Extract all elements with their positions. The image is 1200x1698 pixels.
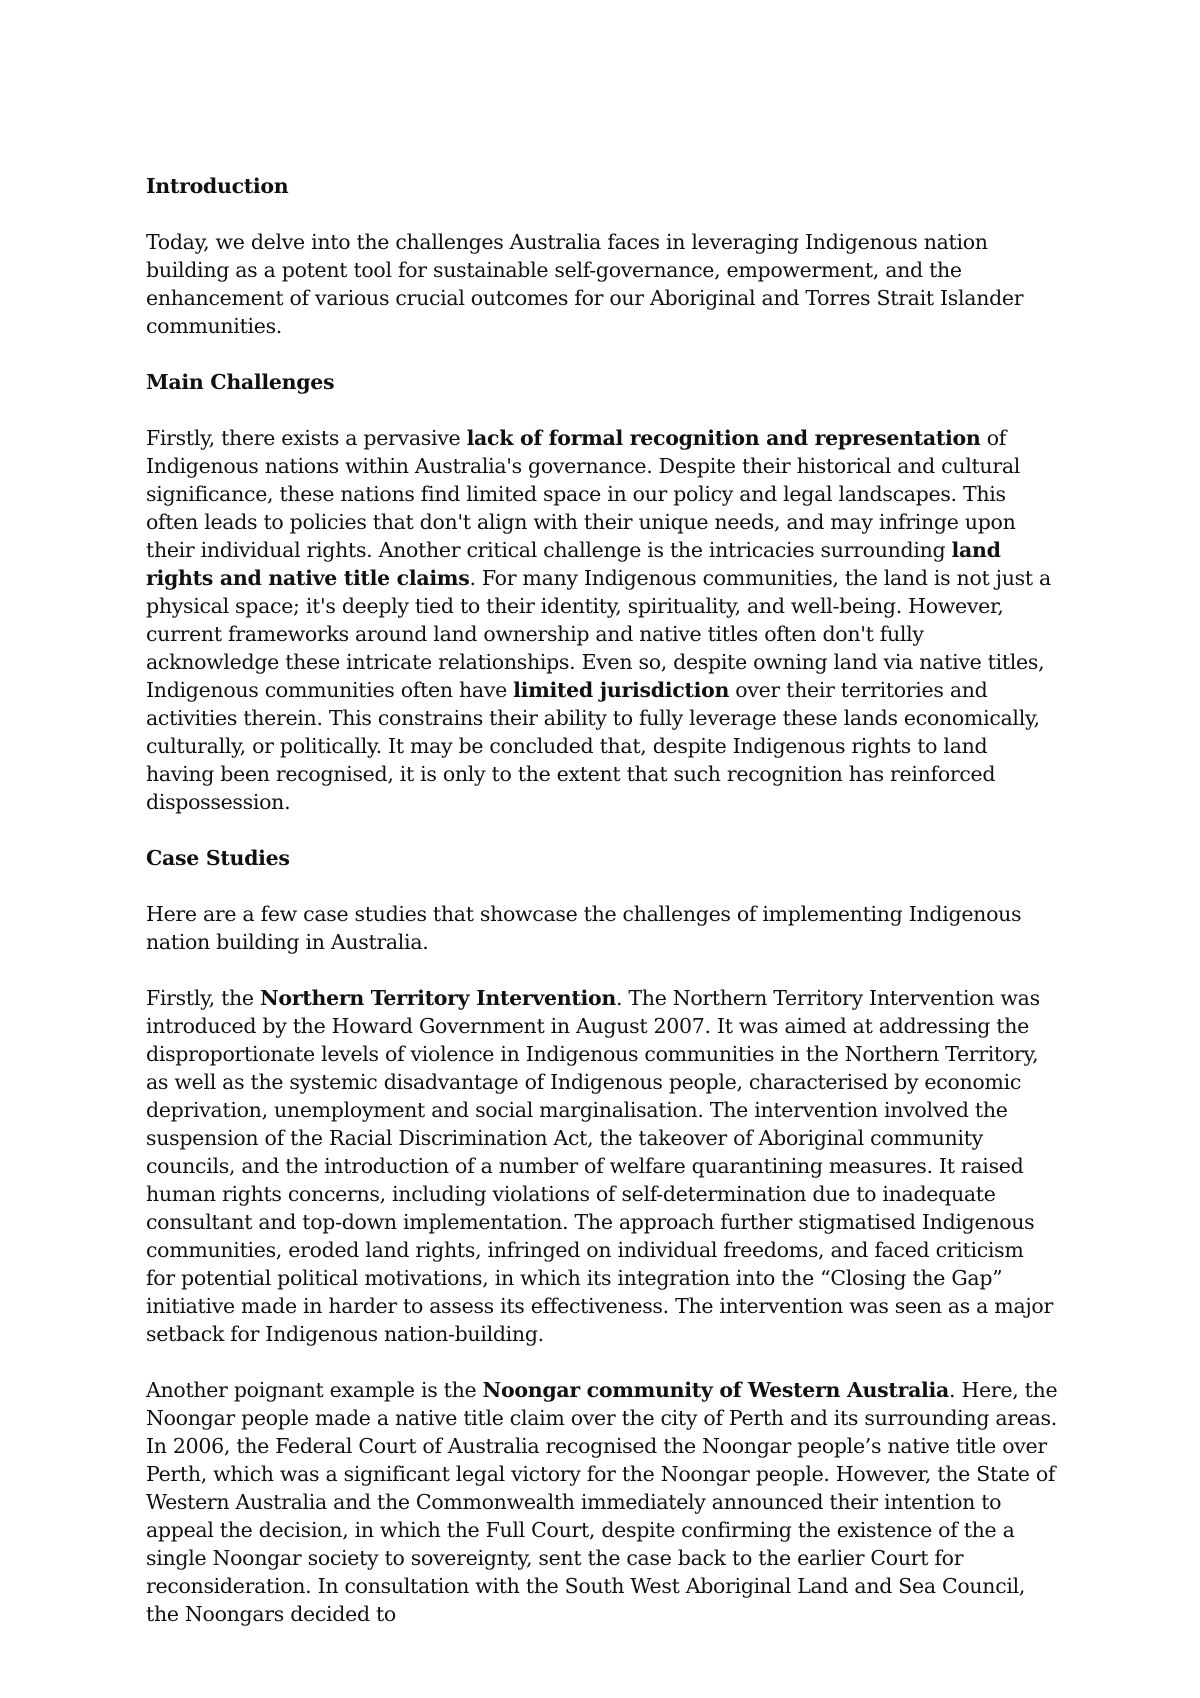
emphasis-noongar: Noongar community of Western Australia [482,1378,950,1402]
main-challenges-heading: Main Challenges [146,370,335,394]
document-page [146,172,1058,1656]
text-run: over their territories and activities therein. This constrains their ability to fully leverage these lands economically, culturally, or politically. It may be concluded that, despite Indigenous rights to land having been recognised, it is only to the extent that such recognition has reinforced dispossession. [146,678,1040,814]
emphasis-land-rights: land rights and native title claims [146,538,1001,590]
text-run: Another poignant example is the [146,1378,483,1402]
introduction-heading: Introduction [146,174,289,198]
emphasis-recognition: lack of formal recognition and representation [466,426,981,450]
text-run: Firstly, there exists a pervasive [146,426,467,450]
northern-territory-paragraph [146,984,1058,1348]
main-challenges-paragraph [146,424,1058,816]
text-run: . For many Indigenous communities, the land is not just a physical space; it's deeply tied to their identity, spirituality, and well-being. However, current frameworks around land ownership and native titles often don't fully acknowledge these intricate relationships. Even so, despite owning land via native titles, Indigenous communities often have [146,566,1051,702]
emphasis-northern-territory: Northern Territory Intervention [259,986,616,1010]
case-studies-intro: Here are a few case studies that showcase the challenges of implementing Indigenous nation building in Australia. [146,902,1022,954]
case-studies-heading: Case Studies [146,846,290,870]
emphasis-jurisdiction: limited jurisdiction [513,678,730,702]
introduction-paragraph: Today, we delve into the challenges Australia faces in leveraging Indigenous nation building as a potent tool for sustainable self-governance, empowerment, and the enhancement of various crucial outcomes for our Aboriginal and Torres Strait Islander communities. [146,230,1024,338]
text-run: . The Northern Territory Intervention was introduced by the Howard Government in August 2007. It was aimed at addressing the disproportionate levels of violence in Indigenous communities in the Northern Territory, as well as the systemic disadvantage of Indigenous people, characterised by economic deprivation, unemployment and social marginalisation. The intervention involved the suspension of the Racial Discrimination Act, the takeover of Aboriginal community councils, and the introduction of a number of welfare quarantining measures. It raised human rights concerns, including violations of self-determination due to inadequate consultant and top-down implementation. The approach further stigmatised Indigenous communities, eroded land rights, infringed on individual freedoms, and faced criticism for potential political motivations, in which its integration into the “Closing the Gap” initiative made in harder to assess its effectiveness. The intervention was seen as a major setback for Indigenous nation-building. [146,986,1053,1346]
text-run: of Indigenous nations within Australia's governance. Despite their historical and cultural significance, these nations find limited space in our policy and legal landscapes. This often leads to policies that don't align with their unique needs, and may infringe upon their individual rights. Another critical challenge is the intricacies surrounding [146,426,1020,562]
text-run: . Here, the Noongar people made a native title claim over the city of Perth and its surrounding areas. In 2006, the Federal Court of Australia recognised the Noongar people’s native title over Perth, which was a significant legal victory for the Noongar people. However, the State of Western Australia and the Commonwealth immediately announced their intention to appeal the decision, in which the Full Court, despite confirming the existence of the a single Noongar society to sovereignty, sent the case back to the earlier Court for reconsideration. In consultation with the South West Aboriginal Land and Sea Council, the Noongars decided to [146,1378,1058,1626]
text-run: Firstly, the [146,986,260,1010]
noongar-paragraph [146,1376,1058,1628]
